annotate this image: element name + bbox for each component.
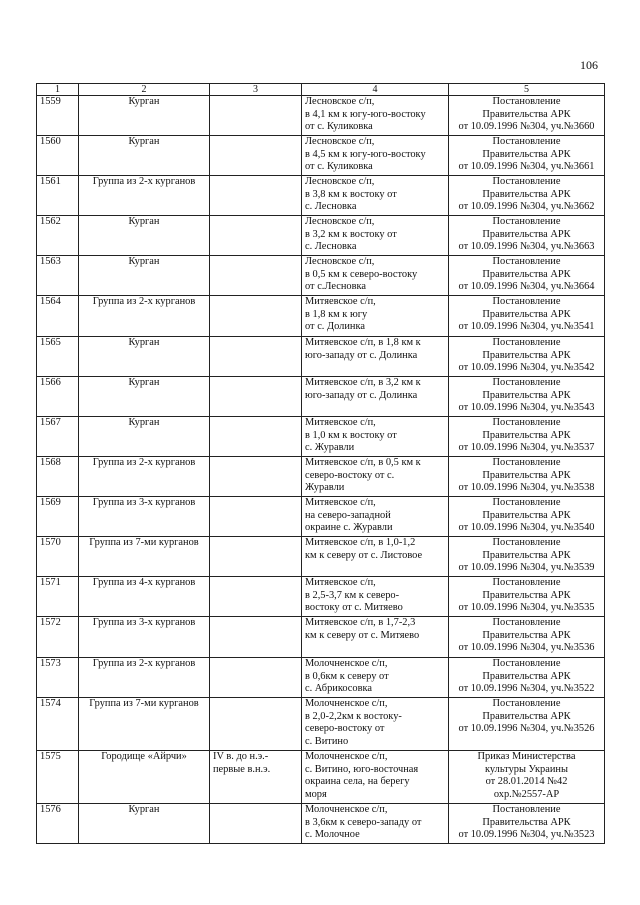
header-cell: 3 xyxy=(210,84,302,96)
table-row xyxy=(37,804,605,844)
header-cell: 1 xyxy=(37,84,79,96)
protection-document: Постановление Правительства АРК от 10.09.1996 №304, уч.№3536 xyxy=(449,617,605,658)
protection-document: Постановление Правительства АРК от 10.09.1996 №304, уч.№3542 xyxy=(449,337,605,377)
monument-dating xyxy=(210,96,302,136)
monument-dating xyxy=(210,804,302,844)
table-row xyxy=(37,96,605,136)
monument-name: Курган xyxy=(79,136,210,176)
table-row xyxy=(37,617,605,658)
table-row xyxy=(37,296,605,337)
monument-location: Митяевское с/п, в 1,8 км к югу от с. Долинка xyxy=(302,296,449,337)
protection-document: Постановление Правительства АРК от 10.09.1996 №304, уч.№3526 xyxy=(449,698,605,751)
table-row xyxy=(37,136,605,176)
row-number: 1571 xyxy=(37,577,79,617)
table-row xyxy=(37,216,605,256)
protection-document: Постановление Правительства АРК от 10.09.1996 №304, уч.№3523 xyxy=(449,804,605,844)
monument-name: Группа из 2-х курганов xyxy=(79,176,210,216)
monument-location: Лесновское с/п, в 3,2 км к востоку от с. Лесновка xyxy=(302,216,449,256)
monument-dating: IV в. до н.э.- первые в.н.э. xyxy=(210,751,302,804)
protection-document: Постановление Правительства АРК от 10.09.1996 №304, уч.№3535 xyxy=(449,577,605,617)
monument-name: Городище «Айрчи» xyxy=(79,751,210,804)
protection-document: Постановление Правительства АРК от 10.09.1996 №304, уч.№3661 xyxy=(449,136,605,176)
monument-location: Молочненское с/п, с. Витино, юго-восточная окраина села, на берегу моря xyxy=(302,751,449,804)
protection-document: Постановление Правительства АРК от 10.09.1996 №304, уч.№3541 xyxy=(449,296,605,337)
monument-dating xyxy=(210,497,302,537)
header-cell: 5 xyxy=(449,84,605,96)
monument-location: Молочненское с/п, в 0,6км к северу от с. Абрикосовка xyxy=(302,658,449,698)
monument-name: Группа из 2-х курганов xyxy=(79,296,210,337)
table-header-row xyxy=(37,84,605,96)
monument-location: Лесновское с/п, в 4,1 км к югу-юго-востоку от с. Куликовка xyxy=(302,96,449,136)
monument-dating xyxy=(210,256,302,296)
protection-document: Постановление Правительства АРК от 10.09.1996 №304, уч.№3662 xyxy=(449,176,605,216)
monument-location: Митяевское с/п, на северо-западной окраине с. Журавли xyxy=(302,497,449,537)
row-number: 1570 xyxy=(37,537,79,577)
row-number: 1564 xyxy=(37,296,79,337)
protection-document: Постановление Правительства АРК от 10.09.1996 №304, уч.№3538 xyxy=(449,457,605,497)
row-number: 1565 xyxy=(37,337,79,377)
monument-name: Группа из 7-ми курганов xyxy=(79,698,210,751)
row-number: 1569 xyxy=(37,497,79,537)
monument-name: Курган xyxy=(79,417,210,457)
monument-location: Молочненское с/п, в 2,0-2,2км к востоку- северо-востоку от с. Витино xyxy=(302,698,449,751)
monument-location: Митяевское с/п, в 1,8 км к юго-западу от с. Долинка xyxy=(302,337,449,377)
page-number: 106 xyxy=(580,58,598,72)
header-cell: 4 xyxy=(302,84,449,96)
monument-dating xyxy=(210,377,302,417)
table-row xyxy=(37,417,605,457)
table-row xyxy=(37,698,605,751)
protection-document: Постановление Правительства АРК от 10.09.1996 №304, уч.№3522 xyxy=(449,658,605,698)
monument-dating xyxy=(210,617,302,658)
monument-name: Группа из 3-х курганов xyxy=(79,617,210,658)
monument-dating xyxy=(210,577,302,617)
monuments-table xyxy=(36,83,605,844)
monument-name: Курган xyxy=(79,216,210,256)
protection-document: Постановление Правительства АРК от 10.09.1996 №304, уч.№3539 xyxy=(449,537,605,577)
table-body xyxy=(37,96,605,844)
monument-location: Митяевское с/п, в 0,5 км к северо-востоку от с. Журавли xyxy=(302,457,449,497)
table-row xyxy=(37,176,605,216)
table-row xyxy=(37,337,605,377)
table-row xyxy=(37,497,605,537)
monument-name: Группа из 2-х курганов xyxy=(79,457,210,497)
row-number: 1559 xyxy=(37,96,79,136)
monument-location: Лесновское с/п, в 0,5 км к северо-востоку от с.Лесновка xyxy=(302,256,449,296)
row-number: 1563 xyxy=(37,256,79,296)
row-number: 1575 xyxy=(37,751,79,804)
protection-document: Постановление Правительства АРК от 10.09.1996 №304, уч.№3543 xyxy=(449,377,605,417)
row-number: 1561 xyxy=(37,176,79,216)
monument-dating xyxy=(210,337,302,377)
monument-dating xyxy=(210,176,302,216)
table-row xyxy=(37,658,605,698)
protection-document: Постановление Правительства АРК от 10.09.1996 №304, уч.№3540 xyxy=(449,497,605,537)
row-number: 1560 xyxy=(37,136,79,176)
monument-dating xyxy=(210,698,302,751)
protection-document: Приказ Министерства культуры Украины от 28.01.2014 №42 охр.№2557-АР xyxy=(449,751,605,804)
protection-document: Постановление Правительства АРК от 10.09.1996 №304, уч.№3664 xyxy=(449,256,605,296)
monument-name: Курган xyxy=(79,96,210,136)
table-row xyxy=(37,377,605,417)
monument-dating xyxy=(210,136,302,176)
monument-dating xyxy=(210,296,302,337)
protection-document: Постановление Правительства АРК от 10.09.1996 №304, уч.№3537 xyxy=(449,417,605,457)
monument-dating xyxy=(210,658,302,698)
table-row xyxy=(37,577,605,617)
monument-location: Лесновское с/п, в 3,8 км к востоку от с. Лесновка xyxy=(302,176,449,216)
row-number: 1573 xyxy=(37,658,79,698)
header-cell: 2 xyxy=(79,84,210,96)
monument-location: Молочненское с/п, в 3,6км к северо-западу от с. Молочное xyxy=(302,804,449,844)
protection-document: Постановление Правительства АРК от 10.09.1996 №304, уч.№3663 xyxy=(449,216,605,256)
monument-location: Митяевское с/п, в 1,7-2,3 км к северу от с. Митяево xyxy=(302,617,449,658)
monument-dating xyxy=(210,537,302,577)
monument-name: Группа из 2-х курганов xyxy=(79,658,210,698)
monument-location: Митяевское с/п, в 1,0-1,2 км к северу от с. Листовое xyxy=(302,537,449,577)
monument-name: Курган xyxy=(79,337,210,377)
monument-location: Лесновское с/п, в 4,5 км к югу-юго-востоку от с. Куликовка xyxy=(302,136,449,176)
monument-location: Митяевское с/п, в 3,2 км к юго-западу от с. Долинка xyxy=(302,377,449,417)
row-number: 1572 xyxy=(37,617,79,658)
table-row xyxy=(37,256,605,296)
row-number: 1566 xyxy=(37,377,79,417)
protection-document: Постановление Правительства АРК от 10.09.1996 №304, уч.№3660 xyxy=(449,96,605,136)
monument-dating xyxy=(210,417,302,457)
monument-dating xyxy=(210,457,302,497)
monument-dating xyxy=(210,216,302,256)
row-number: 1568 xyxy=(37,457,79,497)
monument-name: Курган xyxy=(79,804,210,844)
row-number: 1576 xyxy=(37,804,79,844)
monument-name: Группа из 7-ми курганов xyxy=(79,537,210,577)
monument-name: Курган xyxy=(79,256,210,296)
table-row xyxy=(37,751,605,804)
row-number: 1567 xyxy=(37,417,79,457)
monument-name: Курган xyxy=(79,377,210,417)
row-number: 1574 xyxy=(37,698,79,751)
monument-name: Группа из 3-х курганов xyxy=(79,497,210,537)
table-row xyxy=(37,537,605,577)
monument-location: Митяевское с/п, в 1,0 км к востоку от с. Журавли xyxy=(302,417,449,457)
row-number: 1562 xyxy=(37,216,79,256)
table-row xyxy=(37,457,605,497)
monument-name: Группа из 4-х курганов xyxy=(79,577,210,617)
monument-location: Митяевское с/п, в 2,5-3,7 км к северо- востоку от с. Митяево xyxy=(302,577,449,617)
